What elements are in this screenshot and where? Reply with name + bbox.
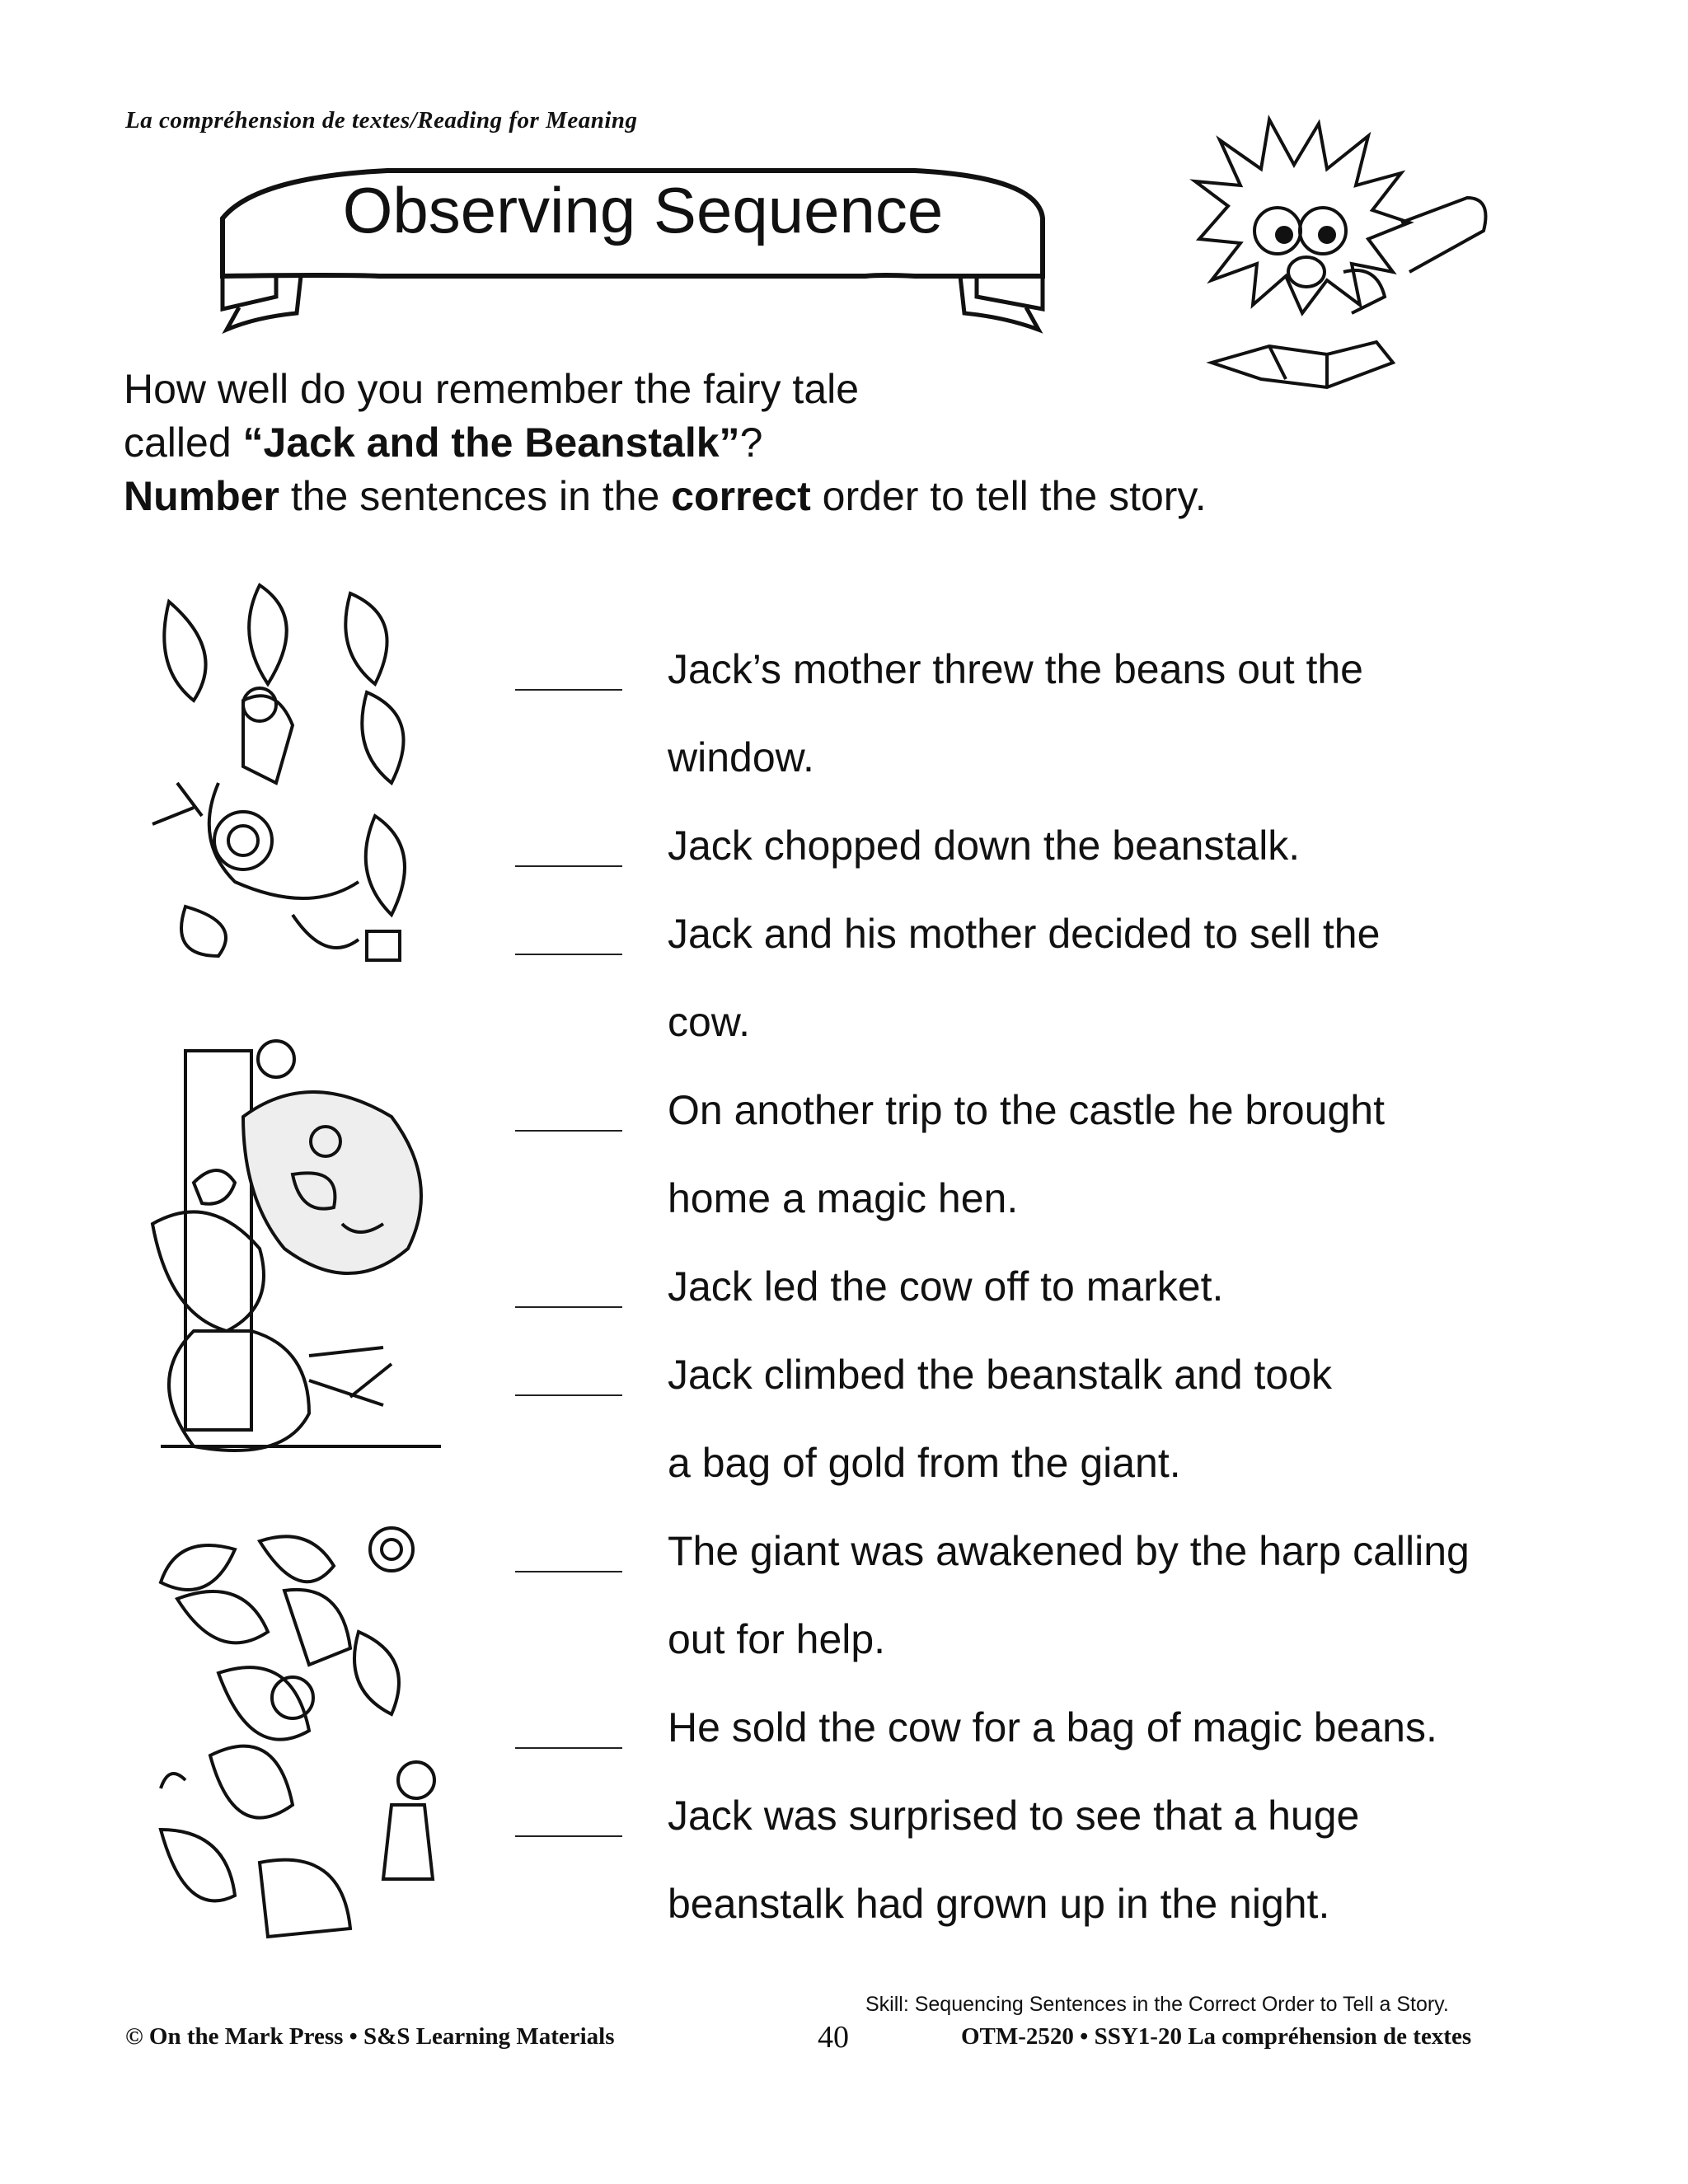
page-title: Observing Sequence bbox=[342, 174, 944, 246]
instruction-line-2 bbox=[124, 416, 1207, 470]
reading-mascot-illustration bbox=[1162, 107, 1550, 420]
sentence-line bbox=[511, 1516, 1582, 1605]
sentence-line bbox=[511, 1252, 1582, 1340]
instructions bbox=[124, 363, 1207, 523]
sentence-line bbox=[511, 723, 1582, 811]
sentence-text: On another trip to the castle he brought bbox=[668, 1087, 1385, 1133]
sentence-item bbox=[511, 1693, 1582, 1781]
subject-header: La compréhension de textes/Reading for Meaning bbox=[125, 107, 638, 134]
sentence-line bbox=[511, 635, 1582, 723]
number-answer-blank[interactable] bbox=[515, 689, 622, 691]
number-answer-blank[interactable] bbox=[515, 1835, 622, 1837]
sentence-line bbox=[511, 1781, 1582, 1869]
sentence-line bbox=[511, 811, 1582, 899]
number-answer-blank[interactable] bbox=[515, 1394, 622, 1396]
number-answer-blank[interactable] bbox=[515, 1306, 622, 1308]
sentence-text: Jack chopped down the beanstalk. bbox=[668, 823, 1301, 869]
instruction-line-1: How well do you remember the fairy tale bbox=[124, 366, 860, 412]
sentence-line bbox=[511, 1869, 1582, 1957]
number-answer-blank[interactable] bbox=[515, 1747, 622, 1749]
product-code: OTM-2520 • SSY1-20 La compréhension de textes bbox=[961, 2023, 1472, 2050]
sentence-text: cow. bbox=[668, 999, 751, 1045]
sentence-text: Jack climbed the beanstalk and took bbox=[668, 1352, 1333, 1398]
sentence-item bbox=[511, 811, 1582, 899]
text: the sentences in the bbox=[279, 473, 672, 519]
giant-and-hen-illustration bbox=[144, 1034, 457, 1471]
sentence-line bbox=[511, 1164, 1582, 1252]
text: order to tell the story. bbox=[810, 473, 1207, 519]
sentence-text: Jack and his mother decided to sell the bbox=[668, 911, 1381, 957]
emphasis: correct bbox=[671, 473, 811, 519]
sentence-text: home a magic hen. bbox=[668, 1175, 1019, 1221]
harp-and-beanstalk-illustration bbox=[144, 1516, 457, 1961]
sentence-item bbox=[511, 635, 1582, 811]
text: called bbox=[124, 419, 243, 466]
number-answer-blank[interactable] bbox=[515, 1571, 622, 1572]
sentence-line bbox=[511, 1693, 1582, 1781]
sentence-text: He sold the cow for a bag of magic beans. bbox=[668, 1704, 1437, 1750]
sentence-line bbox=[511, 1605, 1582, 1693]
sentence-text: window. bbox=[668, 734, 814, 780]
emphasis: Number bbox=[124, 473, 279, 519]
sentence-text: Jack’s mother threw the beans out the bbox=[668, 646, 1363, 692]
copyright: © On the Mark Press • S&S Learning Materials bbox=[125, 2023, 615, 2050]
sentence-line bbox=[511, 1076, 1582, 1164]
sentence-item bbox=[511, 1252, 1582, 1340]
sentence-list bbox=[511, 635, 1582, 1957]
story-title: “Jack and the Beanstalk” bbox=[242, 419, 740, 466]
number-answer-blank[interactable] bbox=[515, 865, 622, 867]
sentence-item bbox=[511, 1781, 1582, 1957]
beanstalk-climb-illustration bbox=[144, 569, 457, 972]
sentence-text: Jack led the cow off to market. bbox=[668, 1263, 1224, 1310]
sentence-text: out for help. bbox=[668, 1616, 886, 1662]
page-number: 40 bbox=[818, 2020, 849, 2055]
sentence-line bbox=[511, 987, 1582, 1076]
sentence-item bbox=[511, 1516, 1582, 1693]
number-answer-blank[interactable] bbox=[515, 1130, 622, 1132]
sentence-line bbox=[511, 899, 1582, 987]
sentence-item bbox=[511, 1340, 1582, 1516]
text: ? bbox=[739, 419, 763, 466]
sentence-text: beanstalk had grown up in the night. bbox=[668, 1881, 1330, 1927]
instruction-line-3 bbox=[124, 470, 1207, 523]
sentence-line bbox=[511, 1340, 1582, 1428]
sentence-text: Jack was surprised to see that a huge bbox=[668, 1793, 1360, 1839]
sentence-item bbox=[511, 1076, 1582, 1252]
skill-note: Skill: Sequencing Sentences in the Correct Order to Tell a Story. bbox=[865, 1993, 1449, 2016]
sentence-line bbox=[511, 1428, 1582, 1516]
number-answer-blank[interactable] bbox=[515, 954, 622, 955]
sentence-text: The giant was awakened by the harp calling bbox=[668, 1528, 1470, 1574]
sentence-text: a bag of gold from the giant. bbox=[668, 1440, 1181, 1486]
sentence-item bbox=[511, 899, 1582, 1076]
